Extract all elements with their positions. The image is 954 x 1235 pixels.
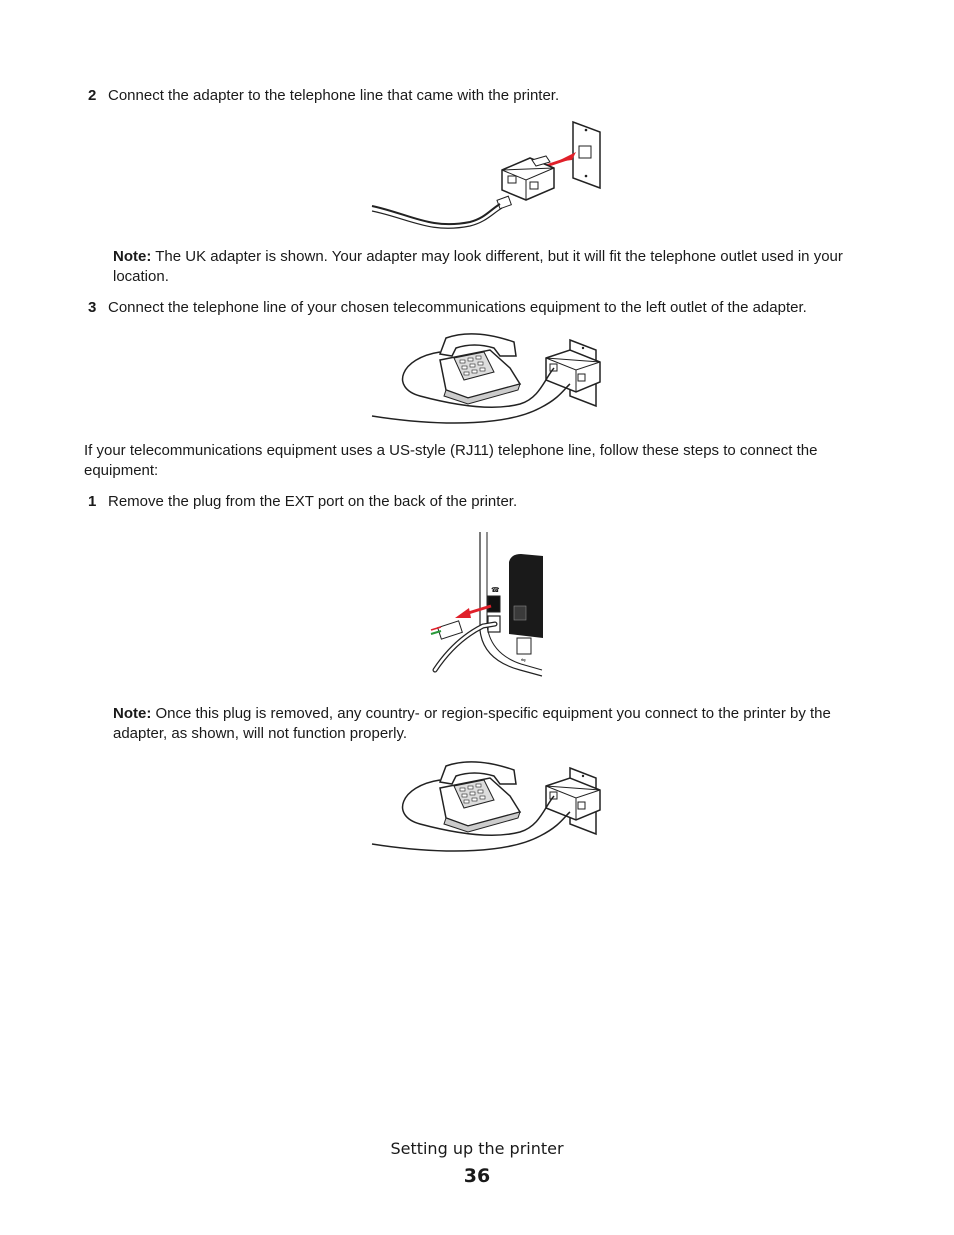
step-1-number: 1 — [88, 493, 97, 510]
step-3-number: 3 — [88, 299, 97, 316]
footer-section-title: Setting up the printer — [390, 1139, 564, 1158]
note-text: The UK adapter is shown. Your adapter may look different, but it will fit the telephone outlet used in your location. — [113, 248, 843, 285]
rj11-intro-paragraph: If your telecommunications equipment uses a US-style (RJ11) telephone line, follow these steps to connect the equipment: — [84, 442, 818, 479]
note-uk-adapter — [113, 247, 883, 287]
note-label: Note: — [113, 705, 152, 722]
step-2-number: 2 — [88, 87, 97, 104]
step-1-text: Remove the plug from the EXT port on the back of the printer. — [108, 493, 518, 510]
uk-adapter-illustration — [370, 118, 610, 228]
telephone-adapter-illustration-2 — [370, 756, 610, 856]
svg-text:⇋: ⇋ — [521, 657, 527, 664]
telephone-adapter-illustration-1 — [370, 328, 610, 428]
note-label: Note: — [113, 248, 152, 265]
note-text: Once this plug is removed, any country- or region-specific equipment you connect to the printer by the adapter, as shown, will not function properly. — [113, 705, 831, 742]
note-ext-plug — [113, 704, 883, 744]
page-number: 36 — [463, 1165, 491, 1187]
step-3-text: Connect the telephone line of your chosen telecommunications equipment to the left outlet of the adapter. — [108, 299, 807, 316]
printer-ext-port-illustration — [425, 530, 550, 682]
svg-text:☎: ☎ — [491, 586, 500, 594]
step-2-text: Connect the adapter to the telephone line that came with the printer. — [108, 87, 560, 104]
